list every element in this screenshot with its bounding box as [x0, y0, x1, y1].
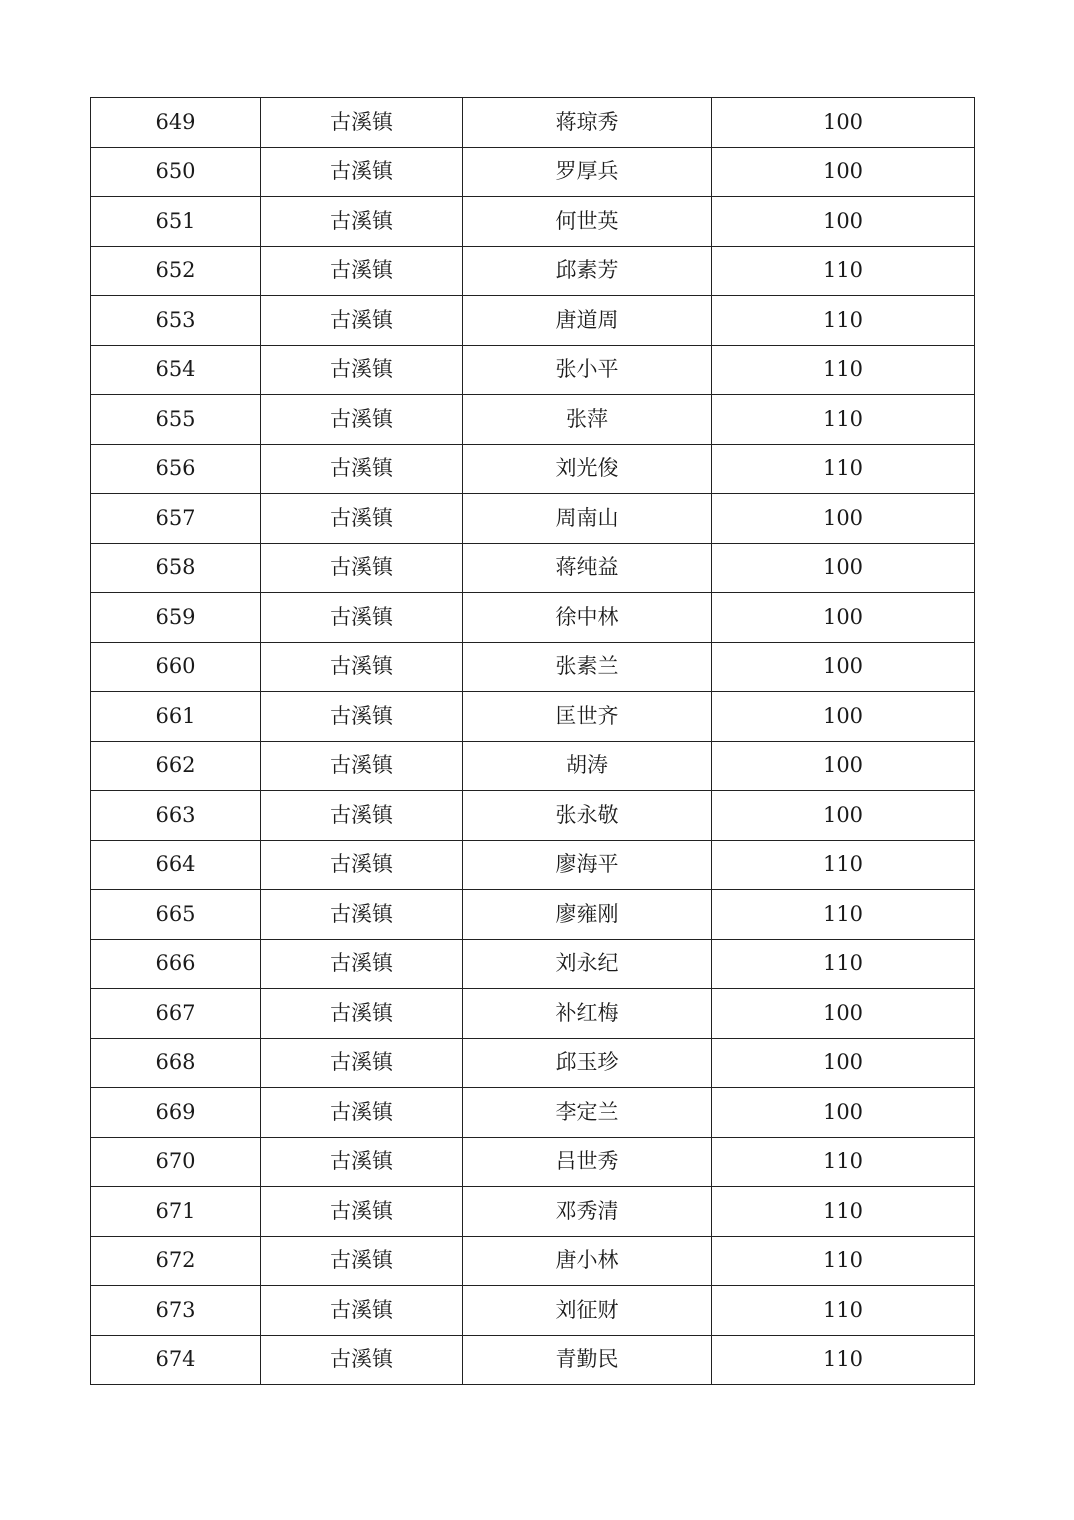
amount-cell: 100: [712, 791, 975, 841]
amount-cell: 110: [712, 1335, 975, 1385]
row-number-cell: 669: [91, 1088, 261, 1138]
table-row: [91, 197, 975, 247]
row-number-cell: 671: [91, 1187, 261, 1237]
town-cell: 古溪镇: [261, 593, 463, 643]
row-number-cell: 667: [91, 989, 261, 1039]
person-name-cell: 张萍: [463, 395, 712, 445]
table-row: [91, 494, 975, 544]
person-name-cell: 张小平: [463, 345, 712, 395]
town-cell: 古溪镇: [261, 543, 463, 593]
town-cell: 古溪镇: [261, 1236, 463, 1286]
table-row: [91, 395, 975, 445]
row-number-cell: 649: [91, 98, 261, 148]
table-row: [91, 593, 975, 643]
amount-cell: 110: [712, 444, 975, 494]
amount-cell: 110: [712, 1137, 975, 1187]
row-number-cell: 660: [91, 642, 261, 692]
person-name-cell: 吕世秀: [463, 1137, 712, 1187]
person-name-cell: 胡涛: [463, 741, 712, 791]
amount-cell: 100: [712, 197, 975, 247]
amount-cell: 110: [712, 345, 975, 395]
town-cell: 古溪镇: [261, 296, 463, 346]
table-row: [91, 1038, 975, 1088]
amount-cell: 110: [712, 1236, 975, 1286]
person-name-cell: 邱素芳: [463, 246, 712, 296]
person-name-cell: 匡世齐: [463, 692, 712, 742]
person-name-cell: 罗厚兵: [463, 147, 712, 197]
town-cell: 古溪镇: [261, 494, 463, 544]
person-name-cell: 刘征财: [463, 1286, 712, 1336]
table-row: [91, 296, 975, 346]
amount-cell: 100: [712, 642, 975, 692]
row-number-cell: 672: [91, 1236, 261, 1286]
amount-cell: 110: [712, 296, 975, 346]
person-name-cell: 唐道周: [463, 296, 712, 346]
amount-cell: 110: [712, 395, 975, 445]
town-cell: 古溪镇: [261, 1088, 463, 1138]
row-number-cell: 658: [91, 543, 261, 593]
row-number-cell: 654: [91, 345, 261, 395]
roster-table-body: [91, 98, 975, 1385]
amount-cell: 100: [712, 543, 975, 593]
person-name-cell: 青勤民: [463, 1335, 712, 1385]
table-row: [91, 642, 975, 692]
amount-cell: 110: [712, 840, 975, 890]
table-row: [91, 989, 975, 1039]
person-name-cell: 唐小林: [463, 1236, 712, 1286]
table-row: [91, 741, 975, 791]
person-name-cell: 张永敬: [463, 791, 712, 841]
row-number-cell: 659: [91, 593, 261, 643]
person-name-cell: 邱玉珍: [463, 1038, 712, 1088]
table-row: [91, 1286, 975, 1336]
town-cell: 古溪镇: [261, 692, 463, 742]
person-name-cell: 补红梅: [463, 989, 712, 1039]
table-row: [91, 147, 975, 197]
person-name-cell: 蒋琼秀: [463, 98, 712, 148]
amount-cell: 100: [712, 1088, 975, 1138]
amount-cell: 100: [712, 494, 975, 544]
row-number-cell: 666: [91, 939, 261, 989]
town-cell: 古溪镇: [261, 939, 463, 989]
person-name-cell: 张素兰: [463, 642, 712, 692]
amount-cell: 100: [712, 989, 975, 1039]
town-cell: 古溪镇: [261, 345, 463, 395]
row-number-cell: 664: [91, 840, 261, 890]
table-row: [91, 692, 975, 742]
table-row: [91, 890, 975, 940]
amount-cell: 100: [712, 741, 975, 791]
table-row: [91, 1088, 975, 1138]
row-number-cell: 661: [91, 692, 261, 742]
town-cell: 古溪镇: [261, 989, 463, 1039]
table-row: [91, 791, 975, 841]
amount-cell: 100: [712, 692, 975, 742]
person-name-cell: 刘光俊: [463, 444, 712, 494]
town-cell: 古溪镇: [261, 1187, 463, 1237]
table-row: [91, 1187, 975, 1237]
town-cell: 古溪镇: [261, 741, 463, 791]
row-number-cell: 655: [91, 395, 261, 445]
row-number-cell: 657: [91, 494, 261, 544]
person-name-cell: 廖海平: [463, 840, 712, 890]
town-cell: 古溪镇: [261, 1335, 463, 1385]
row-number-cell: 673: [91, 1286, 261, 1336]
town-cell: 古溪镇: [261, 98, 463, 148]
amount-cell: 110: [712, 939, 975, 989]
person-name-cell: 徐中林: [463, 593, 712, 643]
row-number-cell: 663: [91, 791, 261, 841]
person-name-cell: 刘永纪: [463, 939, 712, 989]
person-name-cell: 蒋纯益: [463, 543, 712, 593]
row-number-cell: 651: [91, 197, 261, 247]
person-name-cell: 廖雍刚: [463, 890, 712, 940]
person-name-cell: 何世英: [463, 197, 712, 247]
row-number-cell: 653: [91, 296, 261, 346]
amount-cell: 110: [712, 1286, 975, 1336]
table-row: [91, 1236, 975, 1286]
table-row: [91, 1137, 975, 1187]
town-cell: 古溪镇: [261, 791, 463, 841]
row-number-cell: 668: [91, 1038, 261, 1088]
row-number-cell: 656: [91, 444, 261, 494]
amount-cell: 110: [712, 1187, 975, 1237]
town-cell: 古溪镇: [261, 147, 463, 197]
person-name-cell: 周南山: [463, 494, 712, 544]
town-cell: 古溪镇: [261, 1038, 463, 1088]
row-number-cell: 670: [91, 1137, 261, 1187]
town-cell: 古溪镇: [261, 840, 463, 890]
row-number-cell: 650: [91, 147, 261, 197]
town-cell: 古溪镇: [261, 197, 463, 247]
table-row: [91, 444, 975, 494]
table-row: [91, 939, 975, 989]
table-row: [91, 1335, 975, 1385]
person-name-cell: 李定兰: [463, 1088, 712, 1138]
amount-cell: 100: [712, 593, 975, 643]
row-number-cell: 674: [91, 1335, 261, 1385]
town-cell: 古溪镇: [261, 890, 463, 940]
roster-table: [90, 97, 975, 1385]
person-name-cell: 邓秀清: [463, 1187, 712, 1237]
table-row: [91, 345, 975, 395]
amount-cell: 100: [712, 98, 975, 148]
town-cell: 古溪镇: [261, 642, 463, 692]
amount-cell: 110: [712, 246, 975, 296]
row-number-cell: 665: [91, 890, 261, 940]
town-cell: 古溪镇: [261, 1286, 463, 1336]
table-row: [91, 543, 975, 593]
amount-cell: 110: [712, 890, 975, 940]
town-cell: 古溪镇: [261, 444, 463, 494]
amount-cell: 100: [712, 147, 975, 197]
row-number-cell: 652: [91, 246, 261, 296]
table-row: [91, 840, 975, 890]
town-cell: 古溪镇: [261, 246, 463, 296]
row-number-cell: 662: [91, 741, 261, 791]
amount-cell: 100: [712, 1038, 975, 1088]
town-cell: 古溪镇: [261, 1137, 463, 1187]
table-row: [91, 246, 975, 296]
table-row: [91, 98, 975, 148]
town-cell: 古溪镇: [261, 395, 463, 445]
